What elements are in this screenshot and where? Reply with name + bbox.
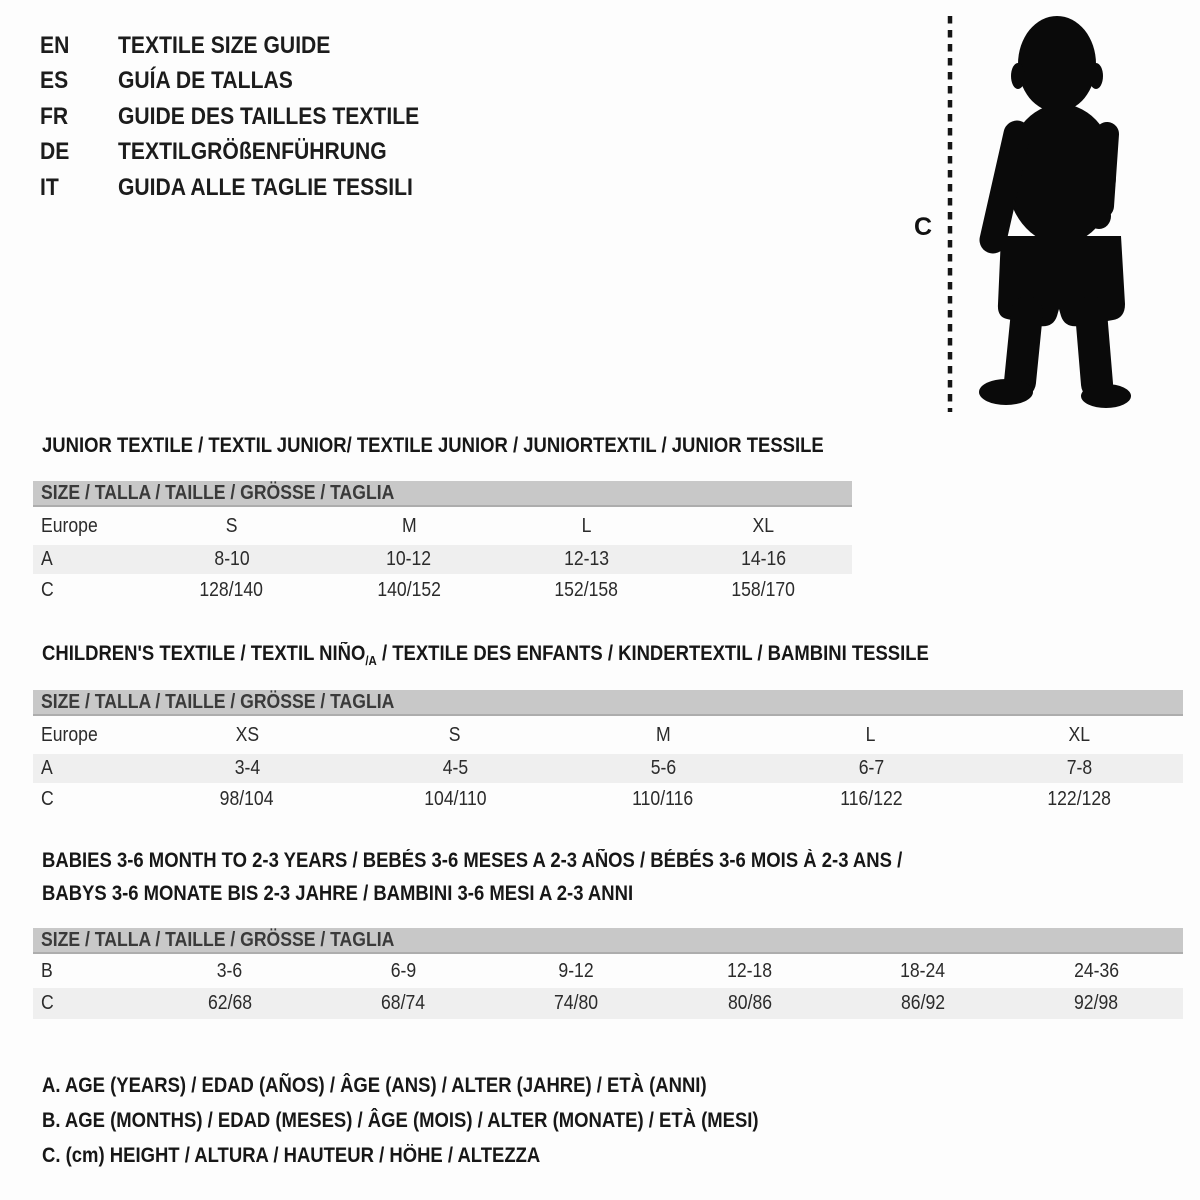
babies-months-5: 18-24 bbox=[900, 959, 946, 982]
lang-title-it: GUIDA ALLE TAGLIE TESSILI bbox=[118, 173, 413, 201]
junior-col-xl: XL bbox=[752, 514, 775, 537]
junior-columns-row bbox=[33, 507, 852, 545]
children-col-xl: XL bbox=[1068, 723, 1090, 746]
language-title-list bbox=[40, 28, 460, 206]
children-row-height bbox=[33, 783, 1183, 815]
babies-row-months bbox=[33, 954, 1183, 988]
junior-col-m: M bbox=[401, 514, 417, 537]
children-age-xs: 3-4 bbox=[234, 757, 260, 779]
children-col-s: S bbox=[449, 723, 461, 746]
junior-height-l: 152/158 bbox=[554, 578, 618, 601]
junior-age-xl: 14-16 bbox=[740, 548, 786, 570]
lang-row-en bbox=[40, 28, 460, 64]
row-label: B bbox=[41, 959, 53, 982]
junior-section-title: JUNIOR TEXTILE / TEXTIL JUNIOR/ TEXTILE JUNIOR / JUNIORTEXTIL / JUNIOR TESSILE bbox=[42, 434, 824, 457]
legend-line-c: C. (cm) HEIGHT / ALTURA / HAUTEUR / HÖHE / ALTEZZA bbox=[42, 1143, 541, 1167]
row-label: A bbox=[41, 548, 53, 570]
children-age-l: 6-7 bbox=[858, 757, 884, 779]
children-col-europe: Europe bbox=[41, 723, 98, 746]
babies-months-1: 3-6 bbox=[216, 959, 243, 982]
babies-height-5: 86/92 bbox=[900, 992, 946, 1014]
junior-col-l: L bbox=[581, 514, 592, 537]
row-label: C bbox=[41, 787, 54, 810]
babies-section-title-line2: BABYS 3-6 MONATE BIS 2-3 JAHRE / BAMBINI 3-6 MESI A 2-3 ANNI bbox=[42, 882, 634, 905]
junior-height-m: 140/152 bbox=[377, 578, 441, 601]
lang-code-en: EN bbox=[40, 31, 70, 59]
babies-months-3: 9-12 bbox=[558, 959, 594, 982]
measure-legend bbox=[42, 1068, 856, 1173]
junior-size-header-bar: SIZE / TALLA / TAILLE / GRÖSSE / TAGLIA bbox=[33, 481, 852, 507]
lang-code-es: ES bbox=[40, 67, 69, 95]
babies-height-4: 80/86 bbox=[727, 992, 772, 1014]
junior-row-height bbox=[33, 574, 852, 606]
babies-section-title-line1: BABIES 3-6 MONTH TO 2-3 YEARS / BEBÉS 3-6 MESES A 2-3 AÑOS / BÉBÉS 3-6 MOIS À 2-3 ANS / bbox=[42, 849, 903, 872]
lang-row-de bbox=[40, 135, 460, 171]
row-label: A bbox=[41, 757, 53, 779]
junior-size-table bbox=[33, 481, 852, 606]
lang-code-de: DE bbox=[40, 138, 70, 166]
babies-months-6: 24-36 bbox=[1073, 959, 1119, 982]
children-columns-row bbox=[33, 716, 1183, 754]
junior-height-s: 128/140 bbox=[199, 578, 264, 601]
legend-line-a: A. AGE (YEARS) / EDAD (AÑOS) / ÂGE (ANS) / ALTER (JAHRE) / ETÀ (ANNI) bbox=[42, 1073, 707, 1097]
babies-height-3: 74/80 bbox=[554, 992, 599, 1014]
children-age-xl: 7-8 bbox=[1066, 757, 1092, 779]
lang-title-de: TEXTILGRÖßENFÜHRUNG bbox=[118, 138, 387, 166]
height-measure-dashed-line bbox=[946, 14, 954, 414]
children-height-xs: 98/104 bbox=[220, 787, 274, 810]
junior-row-age bbox=[33, 545, 852, 574]
lang-row-it bbox=[40, 170, 460, 206]
children-size-header-bar: SIZE / TALLA / TAILLE / GRÖSSE / TAGLIA bbox=[33, 690, 1183, 716]
babies-size-header-bar: SIZE / TALLA / TAILLE / GRÖSSE / TAGLIA bbox=[33, 928, 1183, 954]
children-height-s: 104/110 bbox=[423, 787, 487, 810]
babies-size-table bbox=[33, 928, 1183, 1019]
junior-height-xl: 158/170 bbox=[731, 578, 796, 601]
lang-row-es bbox=[40, 64, 460, 100]
legend-line-b: B. AGE (MONTHS) / EDAD (MESES) / ÂGE (MOIS) / ALTER (MONATE) / ETÀ (MESI) bbox=[42, 1108, 759, 1132]
children-age-s: 4-5 bbox=[442, 757, 468, 779]
row-label: C bbox=[41, 992, 54, 1014]
nino-a-subscript: /A bbox=[365, 653, 377, 668]
junior-col-s: S bbox=[225, 514, 238, 537]
toddler-silhouette-icon bbox=[975, 14, 1135, 414]
lang-title-en: TEXTILE SIZE GUIDE bbox=[118, 31, 331, 59]
children-row-age bbox=[33, 754, 1183, 783]
babies-height-6: 92/98 bbox=[1074, 992, 1119, 1014]
lang-title-es: GUÍA DE TALLAS bbox=[118, 67, 293, 95]
children-height-xl: 122/128 bbox=[1047, 787, 1111, 810]
lang-code-it: IT bbox=[40, 173, 59, 201]
children-section-title: CHILDREN'S TEXTILE / TEXTIL $NIÑO_{/A}$ / TEXTILE DES ENFANTS / KINDERTEXTIL / BAMBINI TESSILE bbox=[42, 642, 929, 668]
babies-row-height bbox=[33, 988, 1183, 1019]
junior-age-s: 8-10 bbox=[214, 548, 250, 570]
junior-age-l: 12-13 bbox=[563, 548, 609, 570]
babies-months-4: 12-18 bbox=[727, 959, 773, 982]
height-measure-label: C bbox=[913, 213, 933, 241]
children-height-m: 110/116 bbox=[632, 787, 694, 810]
children-height-l: 116/122 bbox=[839, 787, 903, 810]
babies-height-1: 62/68 bbox=[207, 992, 252, 1014]
children-age-m: 5-6 bbox=[650, 757, 676, 779]
babies-months-2: 6-9 bbox=[390, 959, 416, 982]
children-col-xs: XS bbox=[235, 723, 259, 746]
children-size-table bbox=[33, 690, 1183, 815]
junior-col-europe: Europe bbox=[41, 514, 98, 537]
children-col-m: M bbox=[655, 723, 671, 746]
junior-age-m: 10-12 bbox=[386, 548, 432, 570]
lang-row-fr bbox=[40, 99, 460, 135]
lang-code-fr: FR bbox=[40, 102, 69, 130]
lang-title-fr: GUIDE DES TAILLES TEXTILE bbox=[118, 102, 420, 130]
babies-height-2: 68/74 bbox=[380, 992, 426, 1014]
row-label: C bbox=[41, 578, 54, 601]
children-col-l: L bbox=[866, 723, 876, 746]
